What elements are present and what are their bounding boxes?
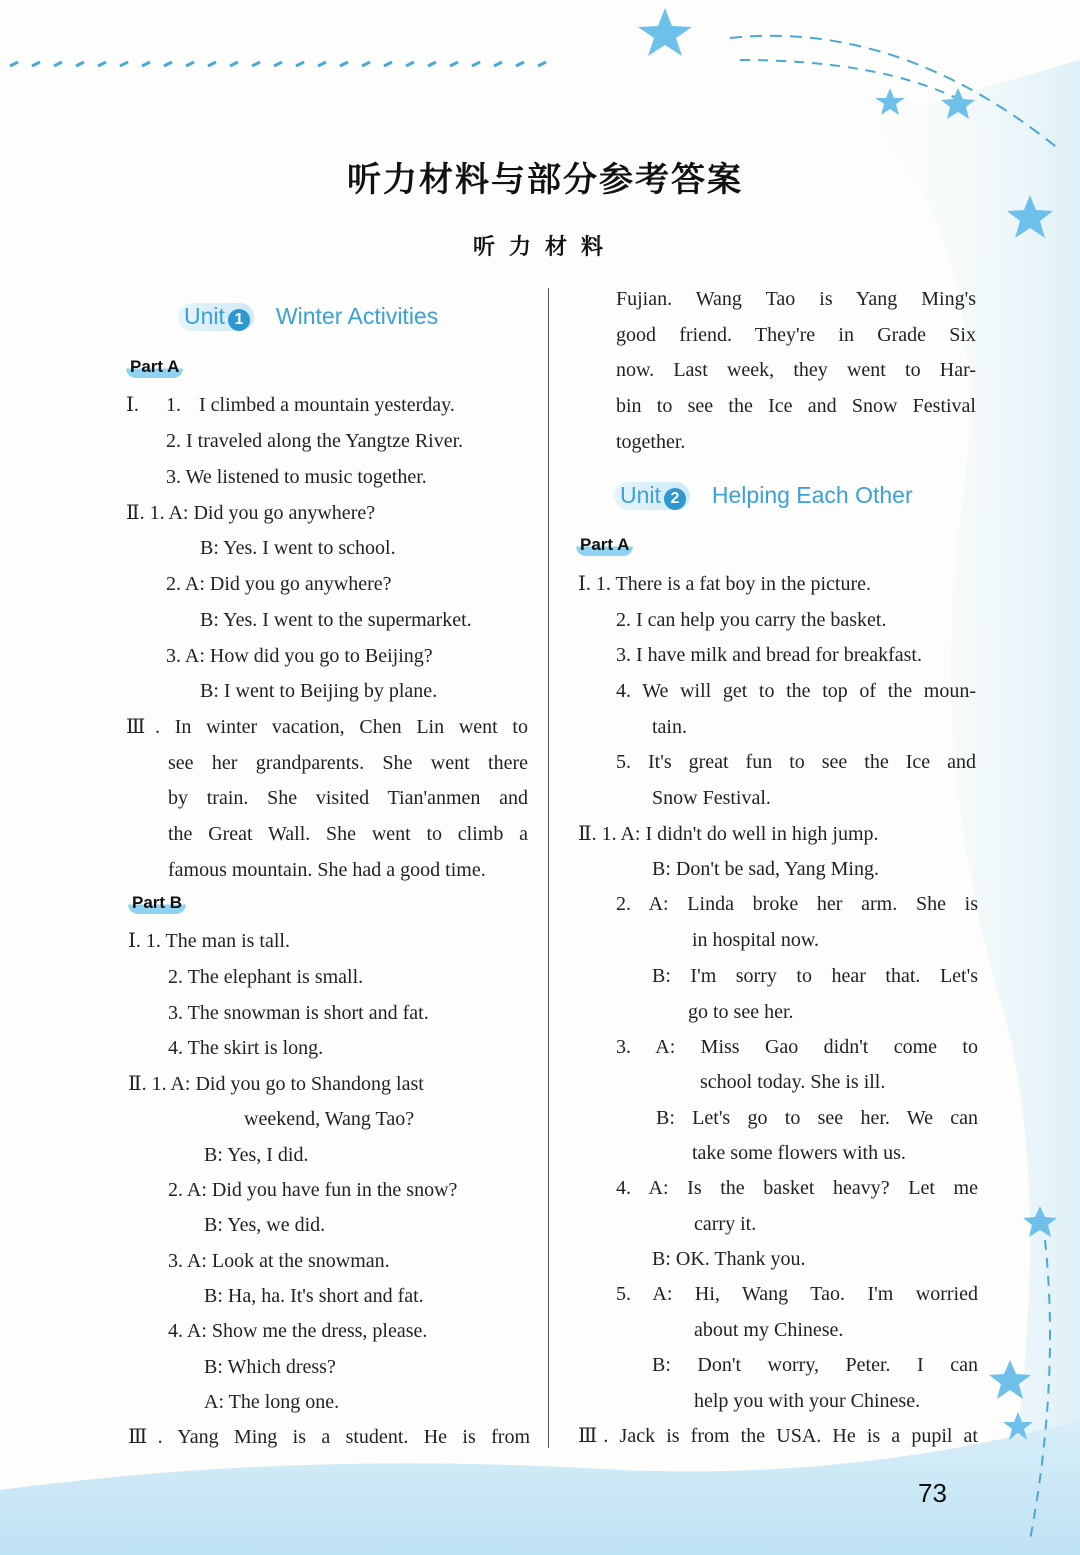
text-line: now. Last week, they went to Har- (616, 359, 976, 381)
text-line: B: Don't be sad, Yang Ming. (652, 858, 879, 880)
text-line: help you with your Chinese. (694, 1390, 921, 1412)
text-line: take some flowers with us. (692, 1142, 906, 1164)
unit-1-heading (178, 303, 438, 331)
text-line: A: The long one. (204, 1391, 340, 1413)
part-b-label: Part B (128, 893, 186, 914)
text-line: Fujian. Wang Tao is Yang Ming's (616, 288, 976, 310)
text-line: 5. It's great fun to see the Ice and (616, 751, 976, 773)
text-line: Snow Festival. (652, 787, 771, 809)
text-line: Ⅰ. 1. The man is tall. (128, 930, 290, 952)
text-line: by train. She visited Tian'anmen and (168, 787, 528, 809)
text-line: B: Yes, we did. (204, 1214, 326, 1236)
section-subtitle: 听力材料 (472, 235, 617, 260)
text-line: B: Yes, I did. (204, 1144, 309, 1166)
text-line: Ⅲ. Jack is from the USA. He is a pupil at (578, 1425, 978, 1447)
text-line: 4. The skirt is long. (168, 1037, 324, 1059)
text-line: Ⅰ. 1. There is a fat boy in the picture. (578, 573, 871, 595)
text-line: B: OK. Thank you. (652, 1248, 806, 1270)
column-divider (548, 288, 549, 1448)
text-line: the Great Wall. She went to climb a (168, 823, 528, 845)
text-line: Ⅲ. In winter vacation, Chen Lin went to (126, 716, 528, 738)
text-line: 4. A: Is the basket heavy? Let me (616, 1177, 978, 1199)
unit-badge: Unit 1 (178, 303, 254, 331)
text-line: B: I went to Beijing by plane. (200, 680, 438, 702)
dashed-top-line (10, 62, 546, 66)
text-line: school today. She is ill. (700, 1071, 886, 1093)
text-line: 3. The snowman is short and fat. (168, 1002, 429, 1024)
text-line: go to see her. (688, 1001, 794, 1023)
text-line: Ⅱ. 1. A: Did you go to Shandong last (128, 1073, 424, 1095)
part-a-label: Part A (126, 357, 183, 378)
text-line: famous mountain. She had a good time. (168, 859, 486, 881)
text-line: 5. A: Hi, Wang Tao. I'm worried (616, 1283, 978, 1305)
text-line: 3. A: How did you go to Beijing? (166, 645, 433, 667)
text-line: in hospital now. (692, 929, 820, 951)
text-line: Ⅱ. 1. A: Did you go anywhere? (126, 502, 376, 524)
text-line: carry it. (694, 1213, 757, 1235)
text-line: 2. A: Did you go anywhere? (166, 573, 392, 595)
text-line: 2. A: Did you have fun in the snow? (168, 1179, 458, 1201)
text-line: 3. A: Miss Gao didn't come to (616, 1036, 978, 1058)
page-number: 73 (918, 1478, 947, 1508)
page-title: 听力材料与部分参考答案 (347, 160, 743, 200)
text-line: B: Yes. I went to school. (200, 537, 396, 559)
text-line: together. (616, 431, 686, 453)
unit-title: Helping Each Other (711, 482, 913, 508)
text-line: 3. A: Look at the snowman. (168, 1250, 390, 1272)
text-line: 2. I traveled along the Yangtze River. (166, 430, 464, 452)
unit-number-icon: 2 (664, 488, 686, 510)
text-line: 3. We listened to music together. (166, 466, 427, 488)
text-line: B: Yes. I went to the supermarket. (200, 609, 472, 631)
text-line: 2. I can help you carry the basket. (616, 609, 887, 631)
text-line: B: Which dress? (204, 1356, 336, 1378)
text-line: B: I'm sorry to hear that. Let's (652, 965, 978, 987)
text-line: about my Chinese. (694, 1319, 844, 1341)
text-line: good friend. They're in Grade Six (616, 324, 976, 346)
part-a-label: Part A (576, 535, 633, 556)
text-line: B: Don't worry, Peter. I can (652, 1354, 978, 1376)
unit-title: Winter Activities (275, 303, 439, 329)
text-line: tain. (652, 716, 687, 738)
text-line: 2. A: Linda broke her arm. She is (616, 893, 978, 915)
text-line: 3. I have milk and bread for breakfast. (616, 644, 922, 666)
text-line: Ⅱ. 1. A: I didn't do well in high jump. (578, 823, 879, 845)
text-line: see her grandparents. She went there (168, 752, 528, 774)
unit-2-heading (614, 482, 913, 510)
text-line: 2. The elephant is small. (168, 966, 364, 988)
unit-number-icon: 1 (228, 309, 250, 331)
text-line: 4. A: Show me the dress, please. (168, 1320, 428, 1342)
text-line: bin to see the Ice and Snow Festival (616, 395, 976, 417)
text-line: B: Ha, ha. It's short and fat. (204, 1285, 424, 1307)
text-line: weekend, Wang Tao? (244, 1108, 415, 1130)
unit-badge: Unit 2 (614, 482, 690, 510)
text-line: 4. We will get to the top of the moun- (616, 680, 976, 702)
text-line: Ⅲ. Yang Ming is a student. He is from (128, 1426, 530, 1448)
text-line: B: Let's go to see her. We can (656, 1107, 978, 1129)
text-line: Ⅰ. 1. I climbed a mountain yesterday. (126, 394, 455, 416)
